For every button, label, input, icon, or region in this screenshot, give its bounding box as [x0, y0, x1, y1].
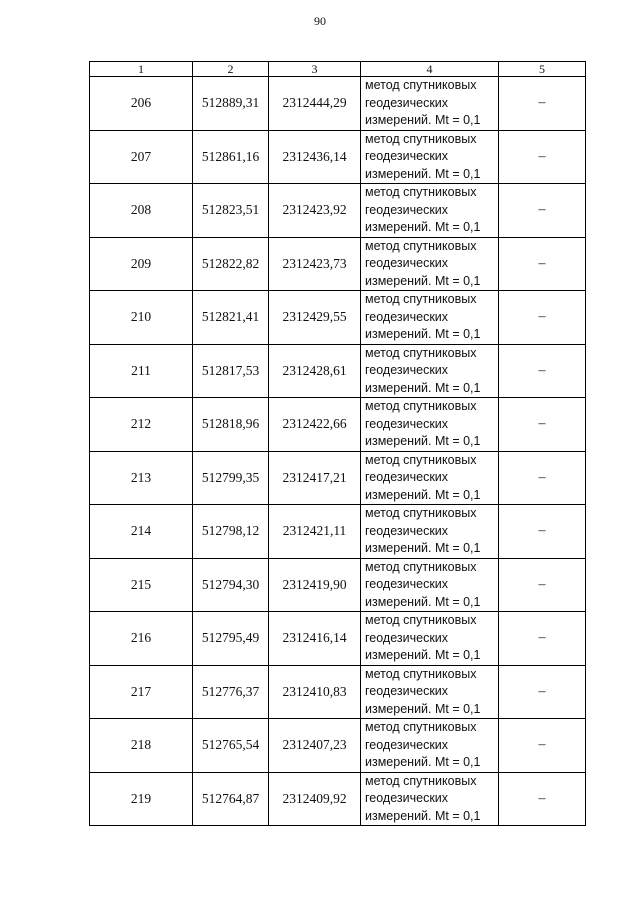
method-line: геодезических [365, 630, 449, 645]
note-cell: – [499, 505, 586, 559]
method-cell [361, 77, 499, 131]
y-coordinate-cell: 2312419,90 [269, 558, 361, 612]
point-number-cell: 219 [90, 772, 193, 826]
x-coordinate-cell: 512822,82 [193, 237, 269, 291]
x-coordinate-cell: 512817,53 [193, 344, 269, 398]
table-row [90, 184, 586, 238]
method-line: измерений. Mt = 0,1 [365, 648, 481, 662]
y-coordinate-cell: 2312423,73 [269, 237, 361, 291]
point-number-cell: 209 [90, 237, 193, 291]
method-line: метод спутниковых [365, 613, 477, 627]
method-line: геодезических [365, 202, 449, 217]
note-cell: – [499, 130, 586, 184]
method-line: метод спутниковых [365, 131, 477, 146]
point-number-cell: 215 [90, 558, 193, 612]
table-row [90, 665, 586, 719]
method-line: геодезических [365, 95, 449, 110]
method-line: геодезических [365, 149, 449, 163]
method-cell [361, 451, 499, 505]
table-row [90, 77, 586, 131]
note-cell: – [499, 77, 586, 131]
table-row [90, 130, 586, 184]
method-cell [361, 612, 499, 666]
x-coordinate-cell: 512821,41 [193, 291, 269, 345]
y-coordinate-cell: 2312417,21 [269, 451, 361, 505]
method-line: геодезических [365, 523, 449, 538]
method-line: геодезических [365, 577, 449, 591]
method-line: измерений. Mt = 0,1 [365, 327, 481, 341]
note-cell: – [499, 184, 586, 238]
method-line: измерений. Mt = 0,1 [365, 220, 481, 234]
table-row [90, 772, 586, 826]
y-coordinate-cell: 2312409,92 [269, 772, 361, 826]
method-line: измерений. Mt = 0,1 [365, 487, 481, 502]
y-coordinate-cell: 2312407,23 [269, 719, 361, 773]
point-number-cell: 216 [90, 612, 193, 666]
column-header-3: 3 [269, 62, 361, 77]
method-line: измерений. Mt = 0,1 [365, 808, 481, 823]
method-cell [361, 237, 499, 291]
y-coordinate-cell: 2312428,61 [269, 344, 361, 398]
column-header-2: 2 [193, 62, 269, 77]
column-header-row [90, 62, 586, 77]
table-row [90, 505, 586, 559]
table-row [90, 719, 586, 773]
method-line: геодезических [365, 309, 449, 324]
note-cell: – [499, 772, 586, 826]
method-line: метод спутниковых [365, 559, 477, 574]
table-body [90, 62, 586, 826]
table-row [90, 237, 586, 291]
method-line: метод спутниковых [365, 773, 477, 788]
y-coordinate-cell: 2312444,29 [269, 77, 361, 131]
x-coordinate-cell: 512818,96 [193, 398, 269, 452]
note-cell: – [499, 237, 586, 291]
x-coordinate-cell: 512799,35 [193, 451, 269, 505]
method-line: геодезических [365, 416, 449, 431]
x-coordinate-cell: 512861,16 [193, 130, 269, 184]
y-coordinate-cell: 2312436,14 [269, 130, 361, 184]
note-cell: – [499, 558, 586, 612]
x-coordinate-cell: 512765,54 [193, 719, 269, 773]
y-coordinate-cell: 2312421,11 [269, 505, 361, 559]
table-row [90, 558, 586, 612]
method-cell [361, 398, 499, 452]
method-line: измерений. Mt = 0,1 [365, 380, 481, 395]
table-row [90, 451, 586, 505]
method-line: метод спутниковых [365, 78, 477, 92]
method-line: измерений. Mt = 0,1 [365, 701, 481, 716]
method-cell [361, 665, 499, 719]
x-coordinate-cell: 512889,31 [193, 77, 269, 131]
method-line: метод спутниковых [365, 506, 477, 520]
point-number-cell: 218 [90, 719, 193, 773]
x-coordinate-cell: 512794,30 [193, 558, 269, 612]
y-coordinate-cell: 2312422,66 [269, 398, 361, 452]
method-line: метод спутниковых [365, 720, 477, 734]
method-line: измерений. Mt = 0,1 [365, 434, 481, 448]
column-header-4: 4 [361, 62, 499, 77]
point-number-cell: 213 [90, 451, 193, 505]
method-line: измерений. Mt = 0,1 [365, 755, 481, 769]
method-line: геодезических [365, 791, 449, 805]
note-cell: – [499, 612, 586, 666]
table-row [90, 291, 586, 345]
x-coordinate-cell: 512764,87 [193, 772, 269, 826]
method-line: метод спутниковых [365, 399, 477, 413]
point-number-cell: 214 [90, 505, 193, 559]
method-line: геодезических [365, 684, 449, 698]
note-cell: – [499, 291, 586, 345]
point-number-cell: 212 [90, 398, 193, 452]
point-number-cell: 206 [90, 77, 193, 131]
point-number-cell: 207 [90, 130, 193, 184]
method-line: метод спутниковых [365, 452, 477, 467]
point-number-cell: 211 [90, 344, 193, 398]
method-line: метод спутниковых [365, 345, 477, 360]
method-cell [361, 505, 499, 559]
method-line: метод спутниковых [365, 185, 477, 199]
x-coordinate-cell: 512798,12 [193, 505, 269, 559]
method-line: геодезических [365, 737, 449, 752]
table-row [90, 344, 586, 398]
y-coordinate-cell: 2312429,55 [269, 291, 361, 345]
x-coordinate-cell: 512823,51 [193, 184, 269, 238]
method-line: измерений. Mt = 0,1 [365, 273, 481, 288]
method-line: метод спутниковых [365, 238, 477, 253]
y-coordinate-cell: 2312410,83 [269, 665, 361, 719]
method-line: измерений. Mt = 0,1 [365, 594, 481, 609]
method-line: измерений. Mt = 0,1 [365, 113, 481, 127]
method-cell [361, 130, 499, 184]
coordinates-table [89, 61, 586, 826]
table-row [90, 612, 586, 666]
method-line: измерений. Mt = 0,1 [365, 541, 481, 555]
method-cell [361, 184, 499, 238]
page-number: 90 [314, 14, 326, 28]
x-coordinate-cell: 512795,49 [193, 612, 269, 666]
note-cell: – [499, 398, 586, 452]
x-coordinate-cell: 512776,37 [193, 665, 269, 719]
table-row [90, 398, 586, 452]
method-line: метод спутниковых [365, 292, 477, 306]
note-cell: – [499, 451, 586, 505]
column-header-5: 5 [499, 62, 586, 77]
method-line: геодезических [365, 363, 449, 377]
point-number-cell: 208 [90, 184, 193, 238]
note-cell: – [499, 719, 586, 773]
note-cell: – [499, 665, 586, 719]
method-cell [361, 558, 499, 612]
note-cell: – [499, 344, 586, 398]
method-cell [361, 772, 499, 826]
method-line: измерений. Mt = 0,1 [365, 166, 481, 181]
point-number-cell: 210 [90, 291, 193, 345]
method-cell [361, 344, 499, 398]
method-cell [361, 291, 499, 345]
method-line: геодезических [365, 256, 449, 270]
method-cell [361, 719, 499, 773]
method-line: метод спутниковых [365, 666, 477, 681]
column-header-1: 1 [90, 62, 193, 77]
y-coordinate-cell: 2312416,14 [269, 612, 361, 666]
point-number-cell: 217 [90, 665, 193, 719]
method-line: геодезических [365, 470, 449, 484]
y-coordinate-cell: 2312423,92 [269, 184, 361, 238]
